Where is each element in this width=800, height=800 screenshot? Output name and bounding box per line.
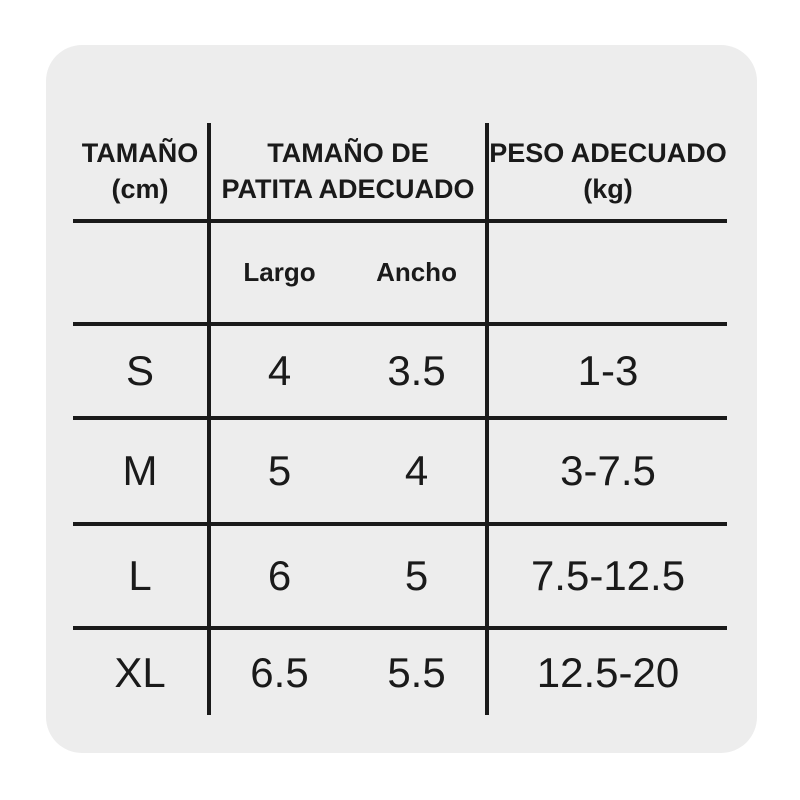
paw-size-column-header bbox=[209, 123, 487, 221]
largo-value: 6 bbox=[209, 524, 348, 628]
size-column-header bbox=[73, 123, 209, 221]
weight-header-line1: PESO ADECUADO bbox=[489, 138, 727, 168]
ancho-value: 3.5 bbox=[348, 324, 487, 418]
largo-value: 4 bbox=[209, 324, 348, 418]
size-label: XL bbox=[73, 628, 209, 715]
peso-value: 7.5-12.5 bbox=[487, 524, 727, 628]
largo-value: 6.5 bbox=[209, 628, 348, 715]
largo-value: 5 bbox=[209, 418, 348, 524]
table-row-m bbox=[73, 418, 727, 524]
table-row-xl bbox=[73, 628, 727, 715]
size-label: M bbox=[73, 418, 209, 524]
size-chart-card bbox=[46, 45, 757, 753]
paw-header-line1: TAMAÑO DE bbox=[267, 138, 429, 168]
empty-cell bbox=[487, 221, 727, 324]
ancho-subheader: Ancho bbox=[348, 221, 487, 324]
weight-column-header bbox=[487, 123, 727, 221]
empty-cell bbox=[73, 221, 209, 324]
size-header-line2: (cm) bbox=[111, 174, 169, 204]
size-label: L bbox=[73, 524, 209, 628]
table-row-s bbox=[73, 324, 727, 418]
peso-value: 12.5-20 bbox=[487, 628, 727, 715]
peso-value: 1-3 bbox=[487, 324, 727, 418]
ancho-value: 5 bbox=[348, 524, 487, 628]
paw-header-line2: PATITA ADECUADO bbox=[221, 174, 475, 204]
size-header-line1: TAMAÑO bbox=[81, 138, 199, 168]
table-row-l bbox=[73, 524, 727, 628]
subheader-row bbox=[73, 221, 727, 324]
ancho-value: 5.5 bbox=[348, 628, 487, 715]
weight-header-line2: (kg) bbox=[583, 174, 633, 204]
size-chart-table bbox=[73, 123, 727, 715]
size-label: S bbox=[73, 324, 209, 418]
header-row bbox=[73, 123, 727, 221]
peso-value: 3-7.5 bbox=[487, 418, 727, 524]
ancho-value: 4 bbox=[348, 418, 487, 524]
largo-subheader: Largo bbox=[209, 221, 348, 324]
